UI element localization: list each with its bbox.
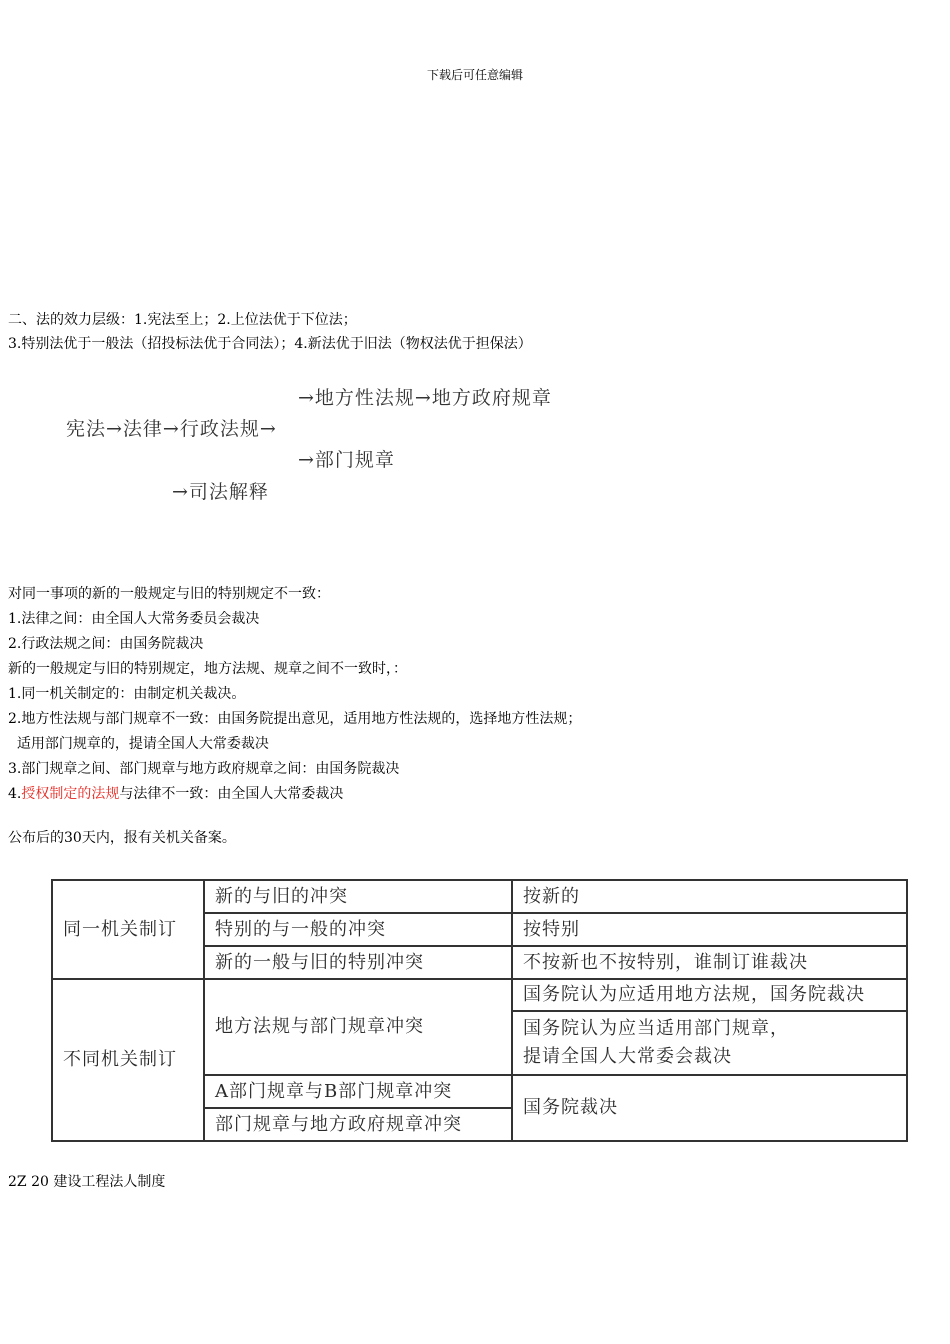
- table-cell: [512, 1011, 907, 1075]
- item-6-suffix: 与法律不一致：由全国人大常委裁决: [119, 786, 344, 802]
- page-header: 下载后可任意编辑: [426, 68, 523, 82]
- section-title: 二、法的效力层级：1.宪法至上；2.上位法优于下位法；: [8, 312, 357, 328]
- conflict-item-4: 2.地方性法规与部门规章不一致：由国务院提出意见，适用地方性法规的，选择地方性法规；: [8, 711, 582, 727]
- conflict-item-5: 3.部门规章之间、部门规章与地方政府规章之间：由国务院裁决: [8, 761, 400, 777]
- item-6-prefix: 4.: [8, 786, 22, 802]
- diff-organ-cell: 不同机关制订: [52, 979, 204, 1141]
- table-cell: 按特别: [512, 913, 907, 946]
- table-cell: 部门规章与地方政府规章冲突: [204, 1108, 512, 1141]
- cell-line: 提请全国人大常委会裁决: [523, 1046, 732, 1067]
- same-organ-cell: 同一机关制订: [52, 880, 204, 979]
- authorized-regulation-highlight: 授权制定的法规: [21, 786, 120, 802]
- table-cell: 新的一般与旧的特别冲突: [204, 946, 512, 979]
- cell-line: 国务院认为应当适用部门规章，: [523, 1018, 789, 1039]
- table-row: [52, 880, 907, 913]
- table-cell: 特别的与一般的冲突: [204, 913, 512, 946]
- conflict-intro-2: 新的一般规定与旧的特别规定，地方法规、规章之间不一致时，：: [8, 661, 407, 677]
- conflict-item-2: 2.行政法规之间：由国务院裁决: [8, 636, 204, 652]
- table-cell: 不按新也不按特别，谁制订谁裁决: [512, 946, 907, 979]
- conflict-item-6: [8, 785, 343, 803]
- conflict-item-3: 1.同一机关制定的：由制定机关裁决。: [8, 686, 246, 702]
- conflict-resolution-table: [51, 879, 908, 1142]
- table-cell: 按新的: [512, 880, 907, 913]
- table-row: [52, 979, 907, 1011]
- table-cell: A部门规章与B部门规章冲突: [204, 1075, 512, 1108]
- table-cell: 国务院认为应适用地方法规，国务院裁决: [512, 979, 907, 1011]
- conflict-item-4b: 适用部门规章的，提请全国人大常委裁决: [8, 736, 269, 752]
- section-line-2: 3.特别法优于一般法（招投标法优于合同法）；4.新法优于旧法（物权法优于担保法）: [8, 336, 532, 352]
- table-cell: 新的与旧的冲突: [204, 880, 512, 913]
- filing-note: 公布后的30天内，报有关机关备案。: [8, 830, 236, 846]
- diagram-row-main: 宪法→法律→行政法规→: [66, 418, 277, 440]
- table-cell: 地方法规与部门规章冲突: [204, 979, 512, 1075]
- conflict-intro: 对同一事项的新的一般规定与旧的特别规定不一致：: [8, 586, 330, 602]
- diagram-row-judicial: →司法解释: [172, 481, 269, 503]
- table-cell: 国务院裁决: [512, 1075, 907, 1141]
- conflict-item-1: 1.法律之间：由全国人大常务委员会裁决: [8, 611, 260, 627]
- diagram-row-dept: →部门规章: [298, 449, 395, 471]
- next-section-title: 2Z 20 建设工程法人制度: [8, 1174, 166, 1190]
- diagram-row-local: →地方性法规→地方政府规章: [298, 387, 552, 409]
